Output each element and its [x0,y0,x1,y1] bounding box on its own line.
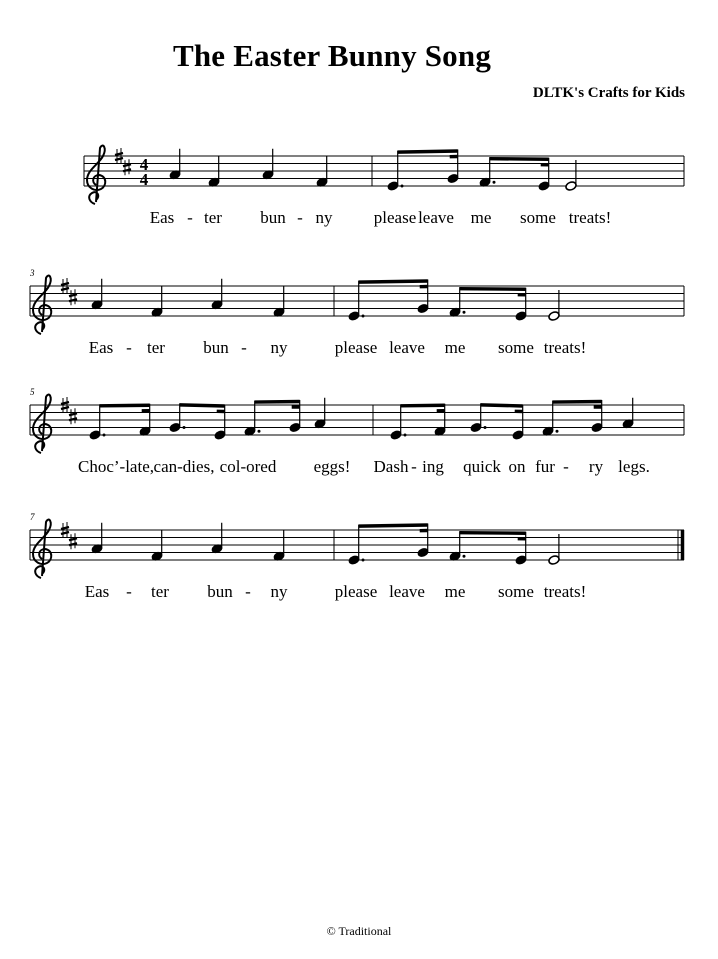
beam [553,402,602,403]
copyright-footer: © Traditional [326,924,392,938]
beam [359,281,428,282]
dot [401,185,404,188]
beam [481,405,523,406]
lyric-syllable: me [444,582,466,601]
lyric-hyphen: - [241,338,247,357]
treble-clef-icon [33,395,51,453]
beam [460,533,526,534]
beam [180,405,225,406]
lyric-syllable: eggs! [313,457,351,476]
dot [463,555,466,558]
treble-clef-icon [33,520,51,578]
lyric-syllable: ny [270,338,288,357]
lyric-hyphen: - [245,582,251,601]
beam [460,289,526,290]
lyric-syllable: Choc’-late, [78,457,154,476]
lyric-syllable: leave [389,582,425,601]
lyric-syllable: ter [147,338,165,357]
lyric-syllable: ing [422,457,444,476]
dot [258,430,261,433]
measure-number: 5 [30,387,35,397]
beam [359,525,428,526]
lyric-syllable: leave [418,208,454,227]
measure-number: 3 [30,268,35,278]
song-title: The Easter Bunny Song [172,38,492,73]
dot [556,430,559,433]
dot [103,434,106,437]
lyric-syllable: bun [260,208,286,227]
lyric-syllable: Eas [149,208,175,227]
lyric-syllable: some [498,582,534,601]
beam [100,405,150,406]
lyric-syllable: ny [315,208,333,227]
lyric-syllable: ter [151,582,169,601]
lyric-syllable: ny [270,582,288,601]
lyric-syllable: can-dies, [153,457,215,476]
beam [255,402,300,403]
lyric-syllable: on [508,457,526,476]
time-signature-bottom: 4 [139,170,149,189]
treble-clef-icon [33,276,51,334]
lyric-syllable: bun [207,582,233,601]
lyric-syllable: Eas [84,582,110,601]
lyric-syllable: quick [463,457,501,476]
dot [493,181,496,184]
dot [463,311,466,314]
lyric-hyphen: - [297,208,303,227]
measure-number: 7 [30,512,35,522]
lyric-syllable: col-ored [219,457,277,476]
lyric-syllable: me [470,208,492,227]
beam [401,405,445,406]
lyric-syllable: treats! [543,338,587,357]
lyric-hyphen: - [411,457,417,476]
dot [362,559,365,562]
dot [484,426,487,429]
beam [490,159,549,160]
lyric-syllable: fur [535,457,555,476]
lyric-hyphen: - [126,338,132,357]
lyric-syllable: Dash [373,457,409,476]
lyric-hyphen: - [563,457,569,476]
lyric-syllable: bun [203,338,229,357]
lyric-syllable: me [444,338,466,357]
credit-text: DLTK's Crafts for Kids [532,85,685,101]
time-signature-top: 4 [139,155,149,174]
lyric-syllable: some [498,338,534,357]
lyric-syllable: Eas [88,338,114,357]
beam [398,151,458,152]
dot [362,315,365,318]
lyric-syllable: please [334,338,378,357]
treble-clef-icon [87,146,105,204]
lyric-syllable: ter [204,208,222,227]
dot [183,426,186,429]
lyric-hyphen: - [187,208,193,227]
lyric-syllable: leave [389,338,425,357]
lyric-syllable: legs. [618,457,650,476]
lyric-syllable: ry [588,457,604,476]
lyric-syllable: some [520,208,556,227]
lyric-syllable: please [373,208,417,227]
lyric-syllable: please [334,582,378,601]
lyric-syllable: treats! [568,208,612,227]
dot [404,434,407,437]
lyric-hyphen: - [126,582,132,601]
lyric-syllable: treats! [543,582,587,601]
